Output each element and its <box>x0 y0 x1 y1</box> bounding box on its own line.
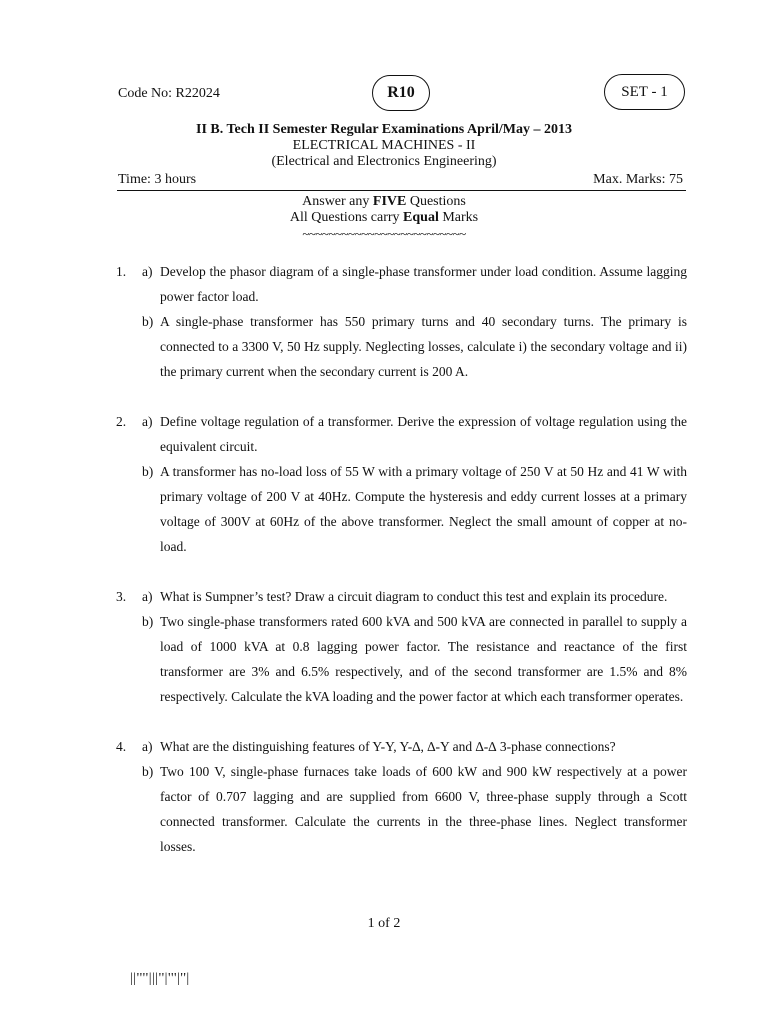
part-label: b) <box>142 314 154 329</box>
question-number: 4. <box>116 739 127 754</box>
question-number: 3. <box>116 589 127 604</box>
question-1 <box>116 259 687 384</box>
header-divider <box>117 190 686 191</box>
question-part <box>116 259 687 309</box>
question-part <box>116 309 687 384</box>
part-label: a) <box>142 264 153 279</box>
max-marks: Max. Marks: 75 <box>593 172 683 187</box>
part-text: A single-phase transformer has 550 primary turns and 40 secondary turns. The primary is connected to a 3300 V, 50 Hz supply. Neglecting losses, calculate i) the secondary voltage and ii) the primary current when the secondary current is 200 A. <box>160 314 687 379</box>
part-text: What are the distinguishing features of Y-Y, Y-∆, ∆-Y and ∆-∆ 3-phase connections? <box>160 739 616 754</box>
question-number: 2. <box>116 414 127 429</box>
part-text: Develop the phasor diagram of a single-phase transformer under load condition. Assume lagging power factor load. <box>160 264 687 304</box>
set-badge: SET - 1 <box>604 74 685 110</box>
question-part <box>116 459 687 559</box>
question-list <box>116 259 687 884</box>
subject-title: ELECTRICAL MACHINES - II <box>292 138 476 153</box>
part-label: b) <box>142 614 154 629</box>
tilde-separator: ~~~~~~~~~~~~~~~~~~~~~~~~~ <box>302 226 466 241</box>
question-part <box>116 734 687 759</box>
exam-title: II B. Tech II Semester Regular Examinations April/May – 2013 <box>196 122 572 137</box>
part-label: b) <box>142 464 154 479</box>
code-number: Code No: R22024 <box>118 86 220 101</box>
question-2 <box>116 409 687 559</box>
part-text: Define voltage regulation of a transformer. Derive the expression of voltage regulation using the equivalent circuit. <box>160 414 687 454</box>
regulation-badge: R10 <box>372 75 430 111</box>
answer-instruction: Answer any FIVE Questions <box>302 194 466 209</box>
barcode: ||''''|||''|'''|''| <box>130 971 190 986</box>
question-3 <box>116 584 687 709</box>
question-part <box>116 584 687 609</box>
part-label: a) <box>142 739 153 754</box>
question-part <box>116 609 687 709</box>
question-part <box>116 759 687 859</box>
question-part <box>116 409 687 459</box>
page-number: 1 of 2 <box>367 916 401 931</box>
question-4 <box>116 734 687 859</box>
marks-instruction: All Questions carry Equal Marks <box>289 210 479 225</box>
part-label: a) <box>142 589 153 604</box>
exam-time: Time: 3 hours <box>118 172 197 187</box>
part-text: Two single-phase transformers rated 600 kVA and 500 kVA are connected in parallel to supply a load of 1000 kVA at 0.8 lagging power factor. The resistance and reactance of the first transformer are 3% and 6.5% respectively, and of the second transformer are 1.5% and 8% respectively. Calculate the kVA loading and the power factor at which each transformer operates. <box>160 614 687 704</box>
department: (Electrical and Electronics Engineering) <box>271 154 497 169</box>
part-label: b) <box>142 764 154 779</box>
part-text: A transformer has no-load loss of 55 W with a primary voltage of 250 V at 50 Hz and 41 W with primary voltage of 200 V at 40Hz. Compute the hysteresis and eddy current losses at a primary voltage of 300V at 60Hz of the above transformer. Neglect the small amount of copper at no-load. <box>160 464 687 554</box>
part-text: Two 100 V, single-phase furnaces take loads of 600 kW and 900 kW respectively at a power factor of 0.707 lagging and are supplied from 6600 V, three-phase supply through a Scott connected transformer. Calculate the currents in the three-phase lines. Neglect transformer losses. <box>160 764 687 854</box>
part-text: What is Sumpner’s test? Draw a circuit diagram to conduct this test and explain its procedure. <box>160 589 668 604</box>
question-number: 1. <box>116 264 127 279</box>
part-label: a) <box>142 414 153 429</box>
